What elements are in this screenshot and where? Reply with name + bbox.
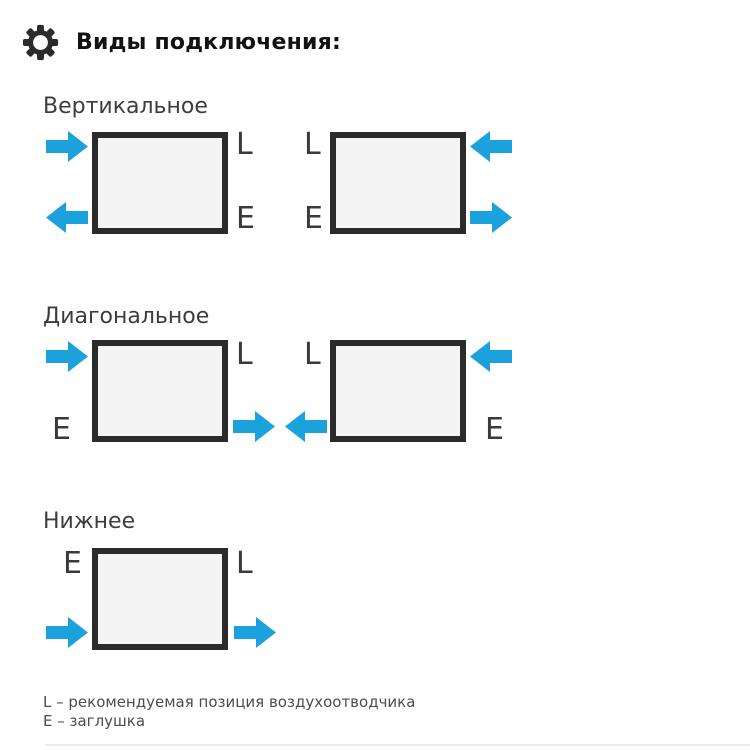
air-vent-label: L (236, 546, 253, 581)
plug-label: E (52, 412, 71, 447)
plug-label: E (63, 546, 82, 581)
header (22, 24, 341, 61)
radiator (92, 548, 228, 650)
section-title-bottom: Нижнее (43, 509, 136, 534)
flow-arrow-left-icon (470, 131, 512, 162)
radiator (92, 132, 228, 234)
section-title-vertical: Вертикальное (43, 94, 208, 119)
air-vent-label: L (304, 337, 321, 372)
air-vent-label: L (236, 337, 253, 372)
radiator (330, 132, 466, 234)
legend (43, 693, 415, 731)
radiator (92, 340, 228, 442)
legend-line-air-vent: L – рекомендуемая позиция воздухоотводчика (43, 693, 416, 711)
flow-arrow-left-icon (285, 411, 327, 442)
flow-arrow-right-icon (470, 202, 512, 233)
radiator (330, 340, 466, 442)
bottom-divider (45, 744, 750, 746)
plug-label: E (236, 201, 255, 236)
air-vent-label: L (304, 127, 321, 162)
flow-arrow-left-icon (46, 202, 88, 233)
gear-icon (22, 24, 59, 61)
plug-label: E (485, 412, 504, 447)
air-vent-label: L (236, 127, 253, 162)
legend-line-plug: E – заглушка (43, 712, 146, 730)
flow-arrow-right-icon (234, 617, 276, 648)
flow-arrow-right-icon (46, 131, 88, 162)
plug-label: E (304, 201, 323, 236)
flow-arrow-right-icon (233, 411, 275, 442)
flow-arrow-right-icon (46, 341, 88, 372)
page-title: Виды подключения: (76, 30, 341, 55)
section-title-diagonal: Диагональное (43, 304, 210, 329)
flow-arrow-left-icon (470, 341, 512, 372)
flow-arrow-right-icon (46, 617, 88, 648)
